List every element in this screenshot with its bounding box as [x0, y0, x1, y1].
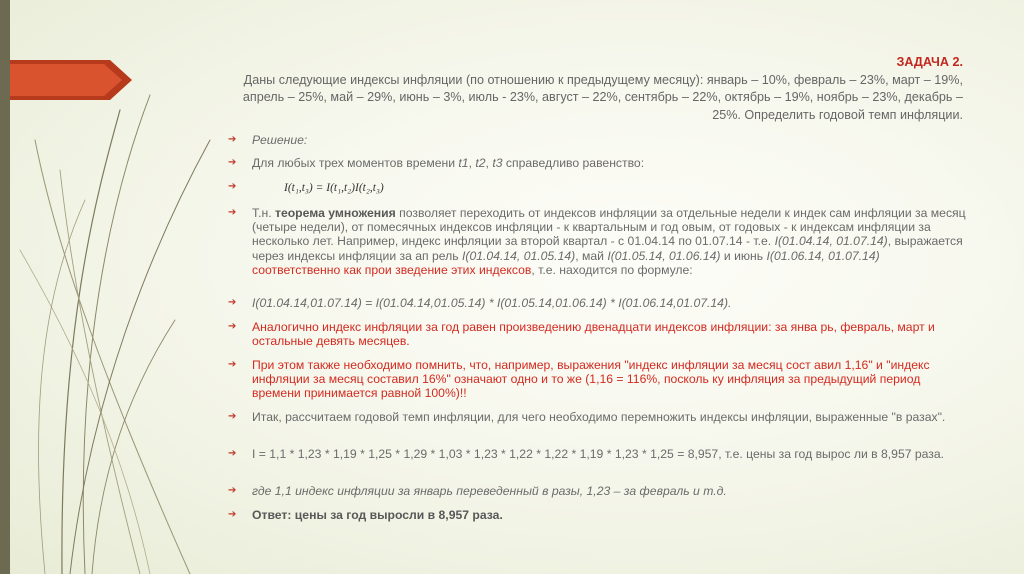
arrow-bullet-icon: ➔: [228, 359, 237, 370]
list-item: [228, 206, 968, 277]
list-item-text: I = 1,1 * 1,23 * 1,19 * 1,25 * 1,29 * 1,03 * 1,23 * 1,22 * 1,22 * 1,19 * 1,23 * 1,25 = 8,957, т.е. цены за год вырос ли в 8,957 раза.: [252, 447, 945, 461]
list-item-text: Т.н. теорема умножения позволяет переходить от индексов инфляции за отдельные недели к индек сам инфляции за месяц (четыре недели), от помесячных индексов инфляции - к квартальным и год овым, от годовых - к индексам инфляции за несколько лет. Например, индекс инфляции за второй квартал - с 01.04.14 по 01.07.14 - т.е. I(01.04.14, 01.07.14), выражается через индексы инфляции за ап рель I(01.04.14, 01.05.14), май I(01.05.14, 01.06.14) и июнь I(01.06.14, 01.07.14) соответственно как прои зведение этих индексов, т.е. находится по формуле:: [252, 206, 966, 277]
arrow-bullet-icon: ➔: [228, 448, 237, 459]
task-statement: Даны следующие индексы инфляции (по отношению к предыдущему месяцу): январь – 10%, февраль – 23%, март – 19%, апрель – 25%, май – 29%, июнь – 3%, июль - 23%, август – 22%, сентябрь – 22%, октябрь – 19%, ноябрь – 23%, декабрь – 25%. Определить годовой темп инфляции.: [242, 72, 963, 122]
arrow-bullet-icon: ➔: [228, 157, 237, 168]
list-item-text: Аналогично индекс инфляции за год равен произведению двенадцати индексов инфляции: за янва рь, февраль, март и остальные девять месяцев.: [252, 320, 935, 349]
arrow-bullet-icon: ➔: [228, 411, 237, 422]
task-title: ЗАДАЧА 2.: [896, 55, 963, 69]
list-item: [228, 358, 968, 401]
list-item: [228, 410, 968, 424]
arrow-bullet-icon: ➔: [228, 207, 237, 218]
arrow-bullet-icon: ➔: [228, 509, 237, 520]
solution-label: Решение:: [252, 133, 308, 147]
decorative-curves: [0, 0, 240, 574]
list-item: [228, 320, 968, 348]
answer-text: Ответ: цены за год выросли в 8,957 раза.: [252, 508, 503, 522]
list-item-text: где 1,1 индекс инфляции за январь переведенный в разы, 1,23 – за февраль и т.д.: [252, 484, 727, 498]
arrow-bullet-icon: ➔: [228, 297, 237, 308]
list-item-text: Итак, рассчитаем годовой темп инфляции, для чего необходимо перемножить индексы инфляции, выраженные "в разах".: [252, 410, 946, 424]
list-item: [228, 156, 968, 170]
list-item: [228, 133, 968, 147]
list-item: [228, 447, 968, 461]
arrow-bullet-icon: ➔: [228, 321, 237, 332]
task-block: [228, 54, 963, 124]
list-item: [228, 484, 968, 498]
arrow-bullet-icon: ➔: [228, 134, 237, 145]
formula-text: I(01.04.14,01.07.14) = I(01.04.14,01.05.14) * I(01.05.14,01.06.14) * I(01.06.14,01.07.14).: [252, 296, 732, 310]
list-item: [228, 180, 968, 195]
arrow-bullet-icon: ➔: [228, 181, 237, 192]
formula: I(t₁,t₃) = I(t₁,t₂)I(t₂,t₃): [284, 182, 384, 194]
list-item-text: Для любых трех моментов времени t1, t2, t3 справедливо равенство:: [252, 156, 645, 170]
chevron-decoration: [10, 60, 132, 100]
arrow-bullet-icon: ➔: [228, 485, 237, 496]
list-item-text: При этом также необходимо помнить, что, например, выражения "индекс инфляции за месяц сост авил 1,16" и "индекс инфляции за месяц составил 16%" означают одно и то же (1,16 = 116%, посколь ку инфляция за предыдущий период времени принимается равной 100%)!!: [252, 358, 930, 401]
list-item: [228, 296, 968, 310]
list-item: [228, 508, 968, 522]
